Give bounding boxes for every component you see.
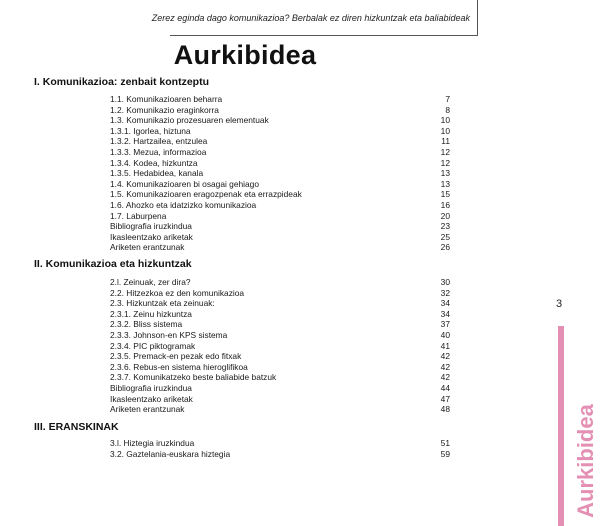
toc-entry-page: 8 xyxy=(445,104,450,115)
toc-entry[interactable] xyxy=(110,94,450,105)
toc-entry-label: 1.6. Ahozko eta idatzizko komunikazioa xyxy=(110,200,260,211)
toc-entry[interactable] xyxy=(110,147,450,158)
toc-entry-label: Ikasleentzako ariketak xyxy=(110,232,197,243)
toc-entry-label: 2.3.6. Rebus-en sistema hieroglifikoa xyxy=(110,362,252,373)
toc-entry[interactable] xyxy=(110,394,450,405)
toc-entry-label: 2.3.1. Zeinu hizkuntza xyxy=(110,309,196,320)
toc-entry-page: 42 xyxy=(440,372,450,383)
toc-entry[interactable] xyxy=(110,232,450,243)
toc-entry[interactable] xyxy=(110,351,450,362)
toc-entry[interactable] xyxy=(110,449,450,460)
toc-entry[interactable] xyxy=(110,372,450,383)
toc-entry-label: 2.l. Zeinuak, zer dira? xyxy=(110,277,195,288)
section-heading-1: I. Komunikazioa: zenbait kontzeptu xyxy=(34,76,210,88)
toc-entry-label: 2.3.5. Premack-en pezak edo fitxak xyxy=(110,351,245,362)
toc-entry-label: Ariketen erantzunak xyxy=(110,242,189,253)
toc-entry-label: 2.3. Hizkuntzak eta zeinuak: xyxy=(110,298,219,309)
toc-entry-page: 42 xyxy=(440,361,450,372)
toc-entry-label: 1.4. Komunikazioaren bi osagai gehiago xyxy=(110,179,263,190)
toc-entry[interactable] xyxy=(110,404,450,415)
toc-entry-page: 12 xyxy=(440,146,450,157)
toc-entry-label: 1.1. Komunikazioaren beharra xyxy=(110,94,226,105)
toc-entry[interactable] xyxy=(110,115,450,126)
toc-entry-label: 1.3.3. Mezua, informazioa xyxy=(110,147,210,158)
toc-entry-label: Bibliografia iruzkindua xyxy=(110,383,196,394)
side-label-text: Aurkibidea xyxy=(573,403,599,518)
toc-entry[interactable] xyxy=(110,168,450,179)
toc-entry[interactable] xyxy=(110,298,450,309)
toc-entry-label: 3.l. Hiztegia iruzkindua xyxy=(110,438,198,449)
toc-entry-label: Bibliografia iruzkindua xyxy=(110,221,196,232)
page-number: 3 xyxy=(556,298,563,310)
toc-entry[interactable] xyxy=(110,330,450,341)
toc-entry-label: Ariketen erantzunak xyxy=(110,404,189,415)
toc-entry-page: 13 xyxy=(440,178,450,189)
toc-list-1 xyxy=(110,94,450,253)
toc-entry-label: 2.2. Hitzezkoa ez den komunikazioa xyxy=(110,288,248,299)
toc-entry-label: 1.3.5. Hedabidea, kanala xyxy=(110,168,207,179)
toc-entry[interactable] xyxy=(110,309,450,320)
toc-entry[interactable] xyxy=(110,288,450,299)
toc-entry-label: Ikasleentzako ariketak xyxy=(110,394,197,405)
toc-entry-page: 25 xyxy=(440,231,450,242)
toc-entry-page: 51 xyxy=(440,438,450,448)
section-heading-2: II. Komunikazioa eta hizkuntzak xyxy=(34,258,192,270)
toc-entry[interactable] xyxy=(110,319,450,330)
toc-entry[interactable] xyxy=(110,438,450,449)
toc-entry-label: 1.3.4. Kodea, hizkuntza xyxy=(110,158,202,169)
toc-list-3 xyxy=(110,438,450,459)
toc-entry-page: 41 xyxy=(440,340,450,351)
toc-entry[interactable] xyxy=(110,362,450,373)
toc-entry-page: 34 xyxy=(440,308,450,319)
toc-entry-label: 3.2. Gaztelania-euskara hiztegia xyxy=(110,449,234,460)
toc-entry-page: 10 xyxy=(440,125,450,136)
toc-entry-page: 42 xyxy=(440,351,450,362)
toc-entry-page: 16 xyxy=(440,199,450,210)
toc-entry-label: 2.3.7. Komunikatzeko beste baliabide batzuk xyxy=(110,372,280,383)
toc-entry-label: 1.2. Komunikazio eraginkorra xyxy=(110,105,223,116)
toc-entry-page: 20 xyxy=(440,210,450,221)
toc-entry-page: 7 xyxy=(445,94,450,104)
toc-entry-page: 59 xyxy=(440,448,450,459)
toc-entry-label: 2.3.3. Johnson-en KPS sistema xyxy=(110,330,231,341)
toc-entry[interactable] xyxy=(110,189,450,200)
toc-entry[interactable] xyxy=(110,179,450,190)
toc-entry-page: 30 xyxy=(440,277,450,287)
toc-entry[interactable] xyxy=(110,105,450,116)
toc-entry[interactable] xyxy=(110,242,450,253)
side-accent-bar xyxy=(558,326,564,526)
toc-entry[interactable] xyxy=(110,383,450,394)
toc-entry-label: 1.5. Komunikazioaren eragozpenak eta errazpideak xyxy=(110,189,306,200)
side-label xyxy=(574,395,598,526)
toc-entry-page: 15 xyxy=(440,189,450,200)
toc-entry-page: 44 xyxy=(440,382,450,393)
toc-entry-label: 2.3.2. Bliss sistema xyxy=(110,319,186,330)
toc-entry-page: 34 xyxy=(440,298,450,309)
toc-entry[interactable] xyxy=(110,200,450,211)
toc-entry[interactable] xyxy=(110,341,450,352)
toc-entry-label: 1.7. Laburpena xyxy=(110,211,170,222)
section-heading-3: III. ERANSKINAK xyxy=(34,421,119,433)
toc-entry-page: 48 xyxy=(440,404,450,415)
toc-entry[interactable] xyxy=(110,211,450,222)
toc-entry[interactable] xyxy=(110,221,450,232)
running-head: Zerez egindа dago komunikazioa? Berbalak ez diren hizkuntzak eta baliabideak xyxy=(151,13,470,23)
page-title: Aurkibidea xyxy=(173,40,317,70)
toc-list-2 xyxy=(110,277,450,415)
toc-entry-label: 1.3.1. Igorlea, hiztuna xyxy=(110,126,195,137)
toc-entry[interactable] xyxy=(110,126,450,137)
toc-entry-page: 47 xyxy=(440,393,450,404)
toc-entry-page: 40 xyxy=(440,329,450,340)
toc-entry-page: 37 xyxy=(440,319,450,330)
toc-entry-page: 32 xyxy=(440,287,450,298)
toc-entry-label: 1.3.2. Hartzailea, entzulea xyxy=(110,136,211,147)
toc-entry-label: 1.3. Komunikazio prozesuaren elementuak xyxy=(110,115,273,126)
toc-entry-page: 26 xyxy=(440,242,450,253)
toc-entry[interactable] xyxy=(110,158,450,169)
toc-entry-page: 10 xyxy=(440,115,450,126)
toc-entry-page: 13 xyxy=(440,168,450,179)
toc-entry-page: 11 xyxy=(441,136,450,147)
toc-entry[interactable] xyxy=(110,277,450,288)
toc-entry-page: 12 xyxy=(440,157,450,168)
toc-entry-page: 23 xyxy=(440,221,450,232)
toc-entry[interactable] xyxy=(110,136,450,147)
toc-entry-label: 2.3.4. PIC piktogramak xyxy=(110,341,199,352)
